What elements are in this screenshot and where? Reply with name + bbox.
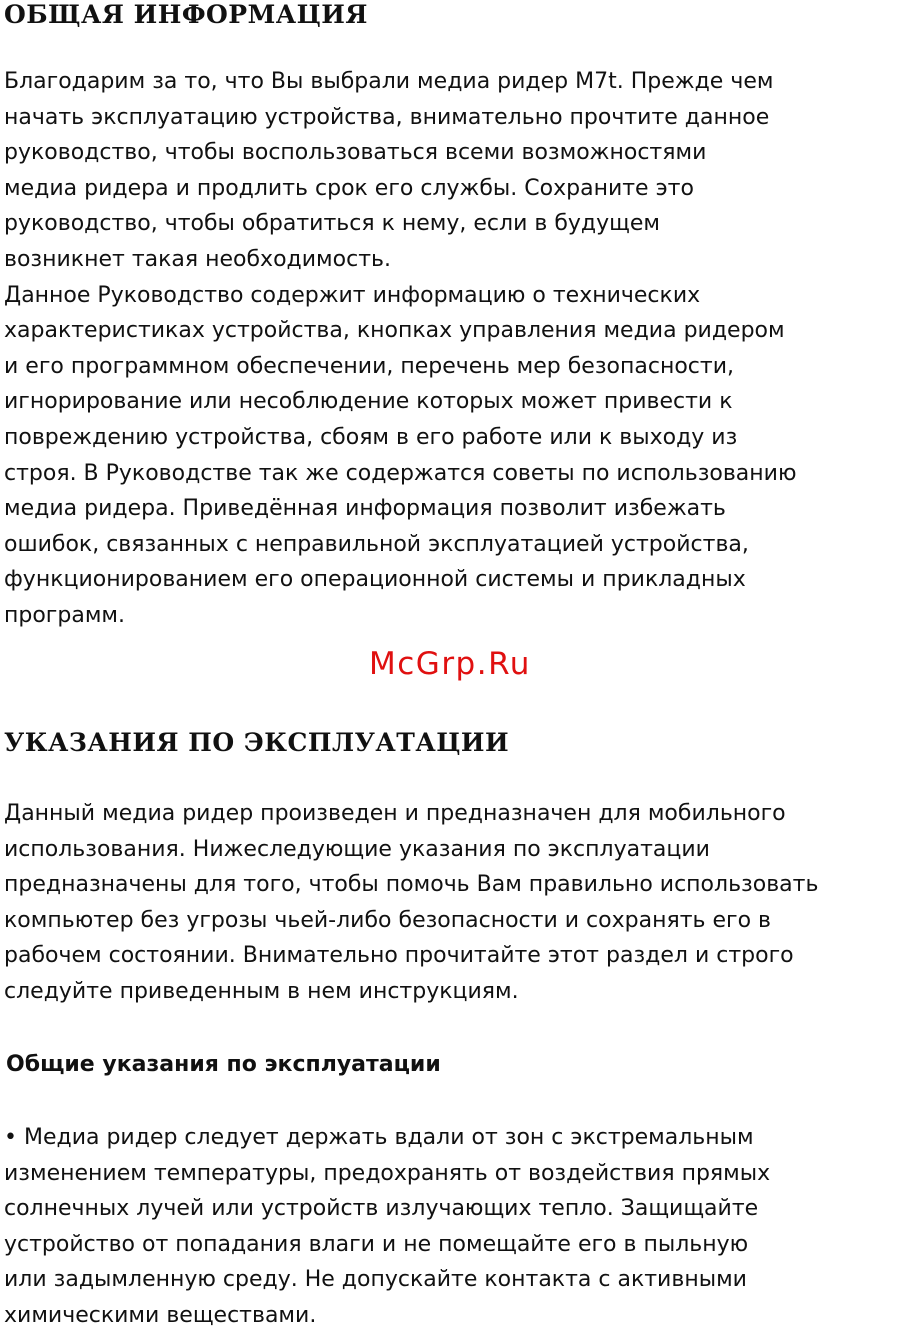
section-title-general-info: ОБЩАЯ ИНФОРМАЦИЯ	[4, 0, 368, 29]
text-line: следуйте приведенным в нем инструкциям.	[4, 978, 519, 1004]
text-line: солнечных лучей или устройств излучающих тепло. Защищайте	[4, 1196, 759, 1222]
text-line: Благодарим за то, что Вы выбрали медиа ридер M7t. Прежде чем	[4, 69, 774, 94]
text-line: программ.	[4, 602, 125, 628]
text-line: ошибок, связанных с неправильной эксплуатацией устройства,	[4, 531, 749, 557]
text-line: медиа ридера. Приведённая информация позволит избежать	[4, 496, 726, 522]
text-line: Данное Руководство содержит информацию о технических	[4, 282, 701, 308]
operation-instructions-paragraph	[4, 796, 922, 1010]
text-line: руководство, чтобы воспользоваться всеми возможностями	[4, 140, 707, 166]
subsection-title-general-instructions: Общие указания по эксплуатации	[6, 1052, 441, 1077]
text-line: и его программном обеспечении, перечень мер безопасности,	[4, 353, 735, 379]
text-line: повреждению устройства, сбоям в его работе или к выходу из	[4, 424, 738, 450]
general-info-paragraph	[4, 64, 922, 634]
text-line: возникнет такая необходимость.	[4, 246, 391, 272]
text-line: предназначены для того, чтобы помочь Вам правильно использовать	[4, 872, 819, 898]
text-line: медиа ридера и продлить срок его службы. Сохраните это	[4, 175, 694, 201]
text-line: использования. Нижеследующие указания по эксплуатации	[4, 836, 710, 862]
text-line: Данный медиа ридер произведен и предназначен для мобильного	[4, 801, 786, 826]
section-title-operation-instructions: УКАЗАНИЯ ПО ЭКСПЛУАТАЦИИ	[4, 728, 510, 757]
watermark: McGrp.Ru	[369, 646, 531, 682]
text-line: устройство от попадания влаги и не помещайте его в пыльную	[4, 1231, 749, 1257]
text-line: характеристиках устройства, кнопках управления медиа ридером	[4, 318, 785, 344]
general-instructions-paragraph	[4, 1120, 922, 1334]
text-line: химическими веществами.	[4, 1302, 317, 1328]
bullet-line: • Медиа ридер следует держать вдали от зон с экстремальным	[4, 1125, 754, 1150]
text-line: руководство, чтобы обратиться к нему, если в будущем	[4, 211, 661, 237]
text-line: рабочем состоянии. Внимательно прочитайте этот раздел и строго	[4, 943, 794, 969]
text-line: компьютер без угрозы чьей-либо безопасности и сохранять его в	[4, 907, 771, 933]
text-line: игнорирование или несоблюдение которых может привести к	[4, 389, 733, 415]
text-line: изменением температуры, предохранять от воздействия прямых	[4, 1160, 771, 1186]
text-line: начать эксплуатацию устройства, внимательно прочтите данное	[4, 104, 770, 130]
text-line: или задымленную среду. Не допускайте контакта с активными	[4, 1267, 747, 1293]
text-line: функционированием его операционной системы и прикладных	[4, 567, 746, 593]
text-line: строя. В Руководстве так же содержатся советы по использованию	[4, 460, 797, 486]
